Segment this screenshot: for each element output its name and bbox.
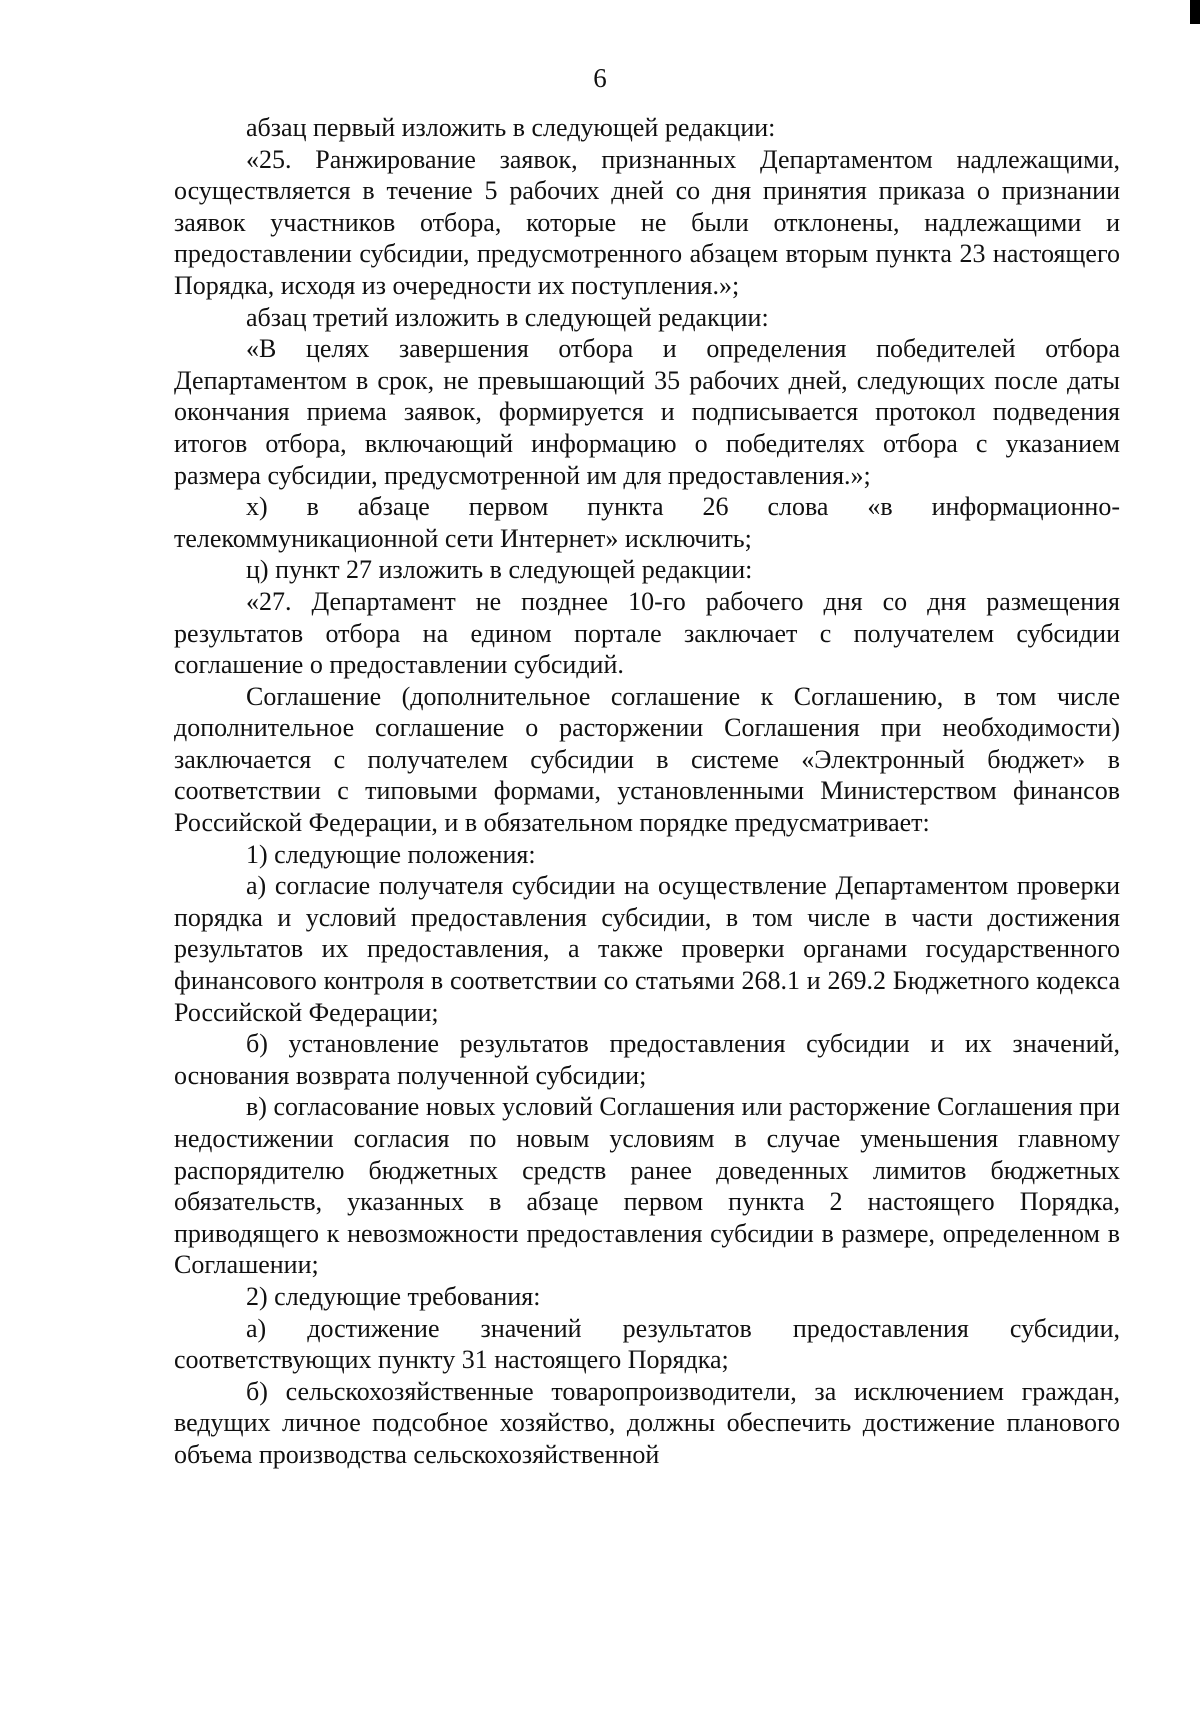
paragraph-2: «25. Ранжирование заявок, признанных Департаментом надлежащими, осуществляется в течение 5 рабочих дней со дня принятия приказа о признании заявок участников отбора, которые не были отклонены, надлежащими и предоставлении субсидии, предусмотренного абзацем вторым пункта 23 настоящего Порядка, исходя из очередности их поступления.»;	[174, 144, 1120, 300]
paragraph-7: «27. Департамент не позднее 10-го рабочего дня со дня размещения результатов отбора на едином портале заключает с получателем субсидии соглашение о предоставлении субсидий.	[174, 586, 1120, 680]
paragraph-9: 1) следующие положения:	[246, 839, 536, 869]
paragraph-10: а) согласие получателя субсидии на осуществление Департаментом проверки порядка и условий предоставления субсидии, в том числе в части достижения результатов их предоставления, а также проверки органами государственного финансового контроля в соответствии со статьями 268.1 и 269.2 Бюджетного кодекса Российской Федерации;	[174, 871, 1120, 1027]
paragraph-5: х) в абзаце первом пункта 26 слова «в информационно-телекоммуникационной сети Интернет» исключить;	[174, 492, 1120, 553]
paragraph-4: «В целях завершения отбора и определения победителей отбора Департаментом в срок, не превышающий 35 рабочих дней, следующих после даты окончания приема заявок, формируется и подписывается протокол подведения итогов отбора, включающий информацию о победителях отбора с указанием размера субсидии, предусмотренной им для предоставления.»;	[174, 334, 1120, 490]
paragraph-14: а) достижение значений результатов предоставления субсидии, соответствующих пункту 31 настоящего Порядка;	[174, 1313, 1120, 1375]
paragraph-3: абзац третий изложить в следующей редакции:	[246, 302, 769, 332]
paragraph-6: ц) пункт 27 изложить в следующей редакции:	[246, 555, 753, 585]
paragraph-13: 2) следующие требования:	[246, 1281, 541, 1311]
document-body	[174, 112, 1120, 1471]
paragraph-15: б) сельскохозяйственные товаропроизводители, за исключением граждан, ведущих личное подсобное хозяйство, должны обеспечить достижение планового объема производства сельскохозяйственной	[174, 1376, 1120, 1469]
page-number: 6	[593, 63, 607, 93]
paragraph-1: абзац первый изложить в следующей редакции:	[246, 113, 776, 142]
paragraph-11: б) установление результатов предоставления субсидии и их значений, основания возврата полученной субсидии;	[174, 1029, 1120, 1090]
paragraph-12: в) согласование новых условий Соглашения или расторжение Соглашения при недостижении согласия по новым условиям в случае уменьшения главному распорядителю бюджетных средств ранее доведенных лимитов бюджетных обязательств, указанных в абзаце первом пункта 2 настоящего Порядка, приводящего к невозможности предоставления субсидии в размере, определенном в Соглашении;	[174, 1092, 1120, 1280]
paragraph-8: Соглашение (дополнительное соглашение к Соглашению, в том числе дополнительное соглашение о расторжении Соглашения при необходимости) заключается с получателем субсидии в системе «Электронный бюджет» в соответствии с типовыми формами, установленными Министерством финансов Российской Федерации, и в обязательном порядке предусматривает:	[174, 681, 1120, 838]
scan-edge-mark	[1190, 0, 1200, 24]
